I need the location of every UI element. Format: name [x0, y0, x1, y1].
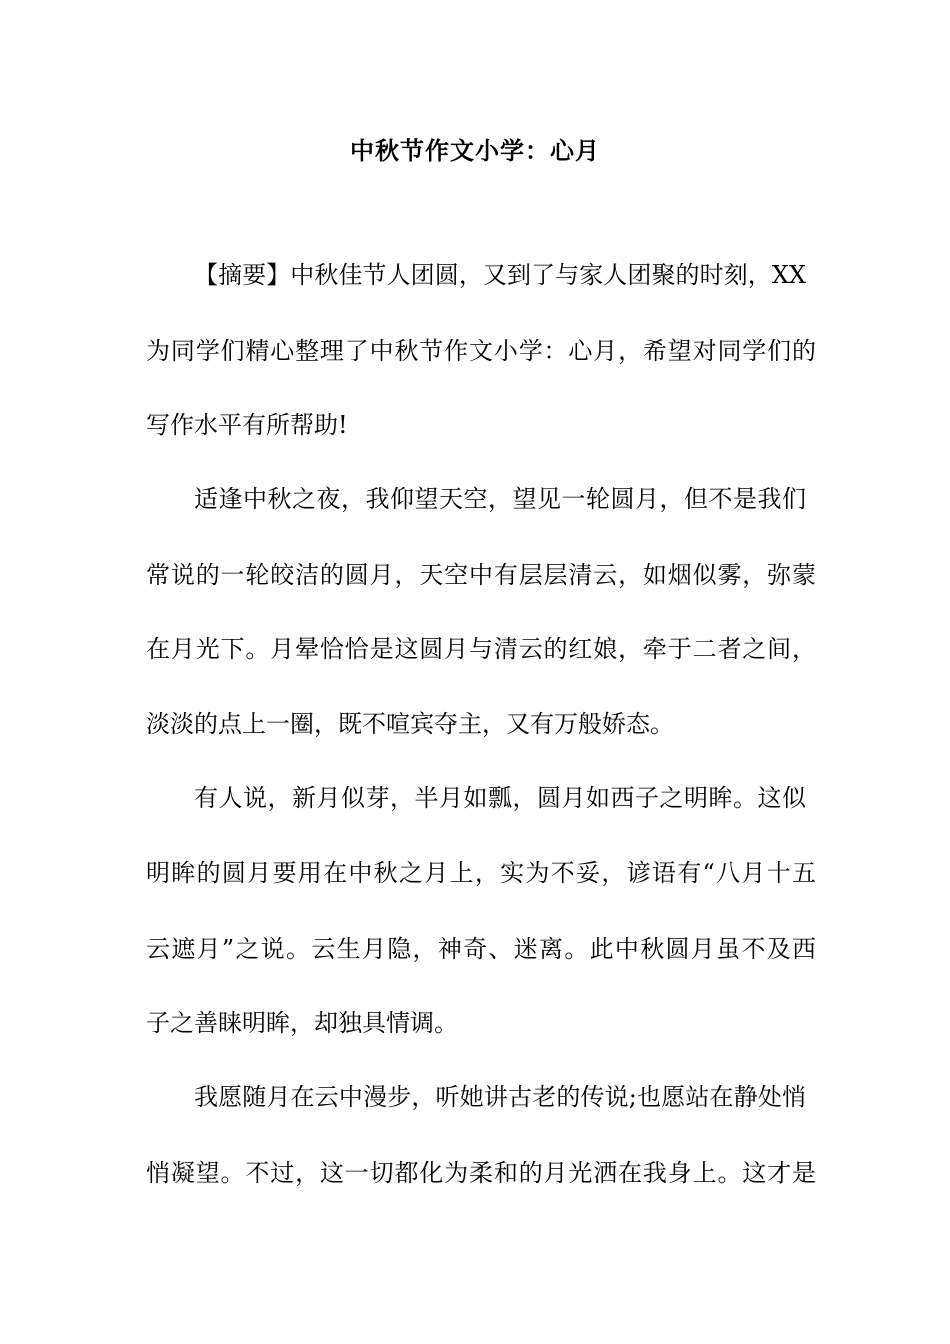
paragraph-line: 为同学们精心整理了中秋节作文小学：心月，希望对同学们的 — [146, 337, 816, 365]
paragraph-line: 子之善睐明眸，却独具情调。 — [146, 1009, 458, 1037]
paragraph-line: 有人说，新月似芽，半月如瓢，圆月如西子之明眸。这似 — [194, 784, 806, 812]
paragraph-line: 云遮月”之说。云生月隐，神奇、迷离。此中秋圆月虽不及西 — [146, 935, 816, 963]
paragraph-line: 写作水平有所帮助! — [146, 411, 348, 439]
paragraph-line: 适逢中秋之夜，我仰望天空，望见一轮圆月，但不是我们 — [194, 485, 806, 513]
paragraph-line: 在月光下。月晕恰恰是这圆月与清云的红娘，牵于二者之间， — [146, 635, 816, 663]
document-title: 中秋节作文小学：心月 — [350, 136, 600, 165]
paragraph-line: 淡淡的点上一圈，既不喧宾夺主，又有万般娇态。 — [146, 710, 674, 738]
paragraph-line: 常说的一轮皎洁的圆月，天空中有层层清云，如烟似雾，弥蒙 — [146, 561, 816, 589]
paragraph-line: 我愿随月在云中漫步，听她讲古老的传说;也愿站在静处悄 — [194, 1083, 806, 1111]
paragraph-line: 【摘要】中秋佳节人团圆，又到了与家人团聚的时刻，XX — [194, 261, 806, 289]
paragraph-line: 悄凝望。不过，这一切都化为柔和的月光洒在我身上。这才是 — [146, 1159, 816, 1187]
paragraph-line: 明眸的圆月要用在中秋之月上，实为不妥，谚语有“八月十五 — [146, 859, 816, 887]
